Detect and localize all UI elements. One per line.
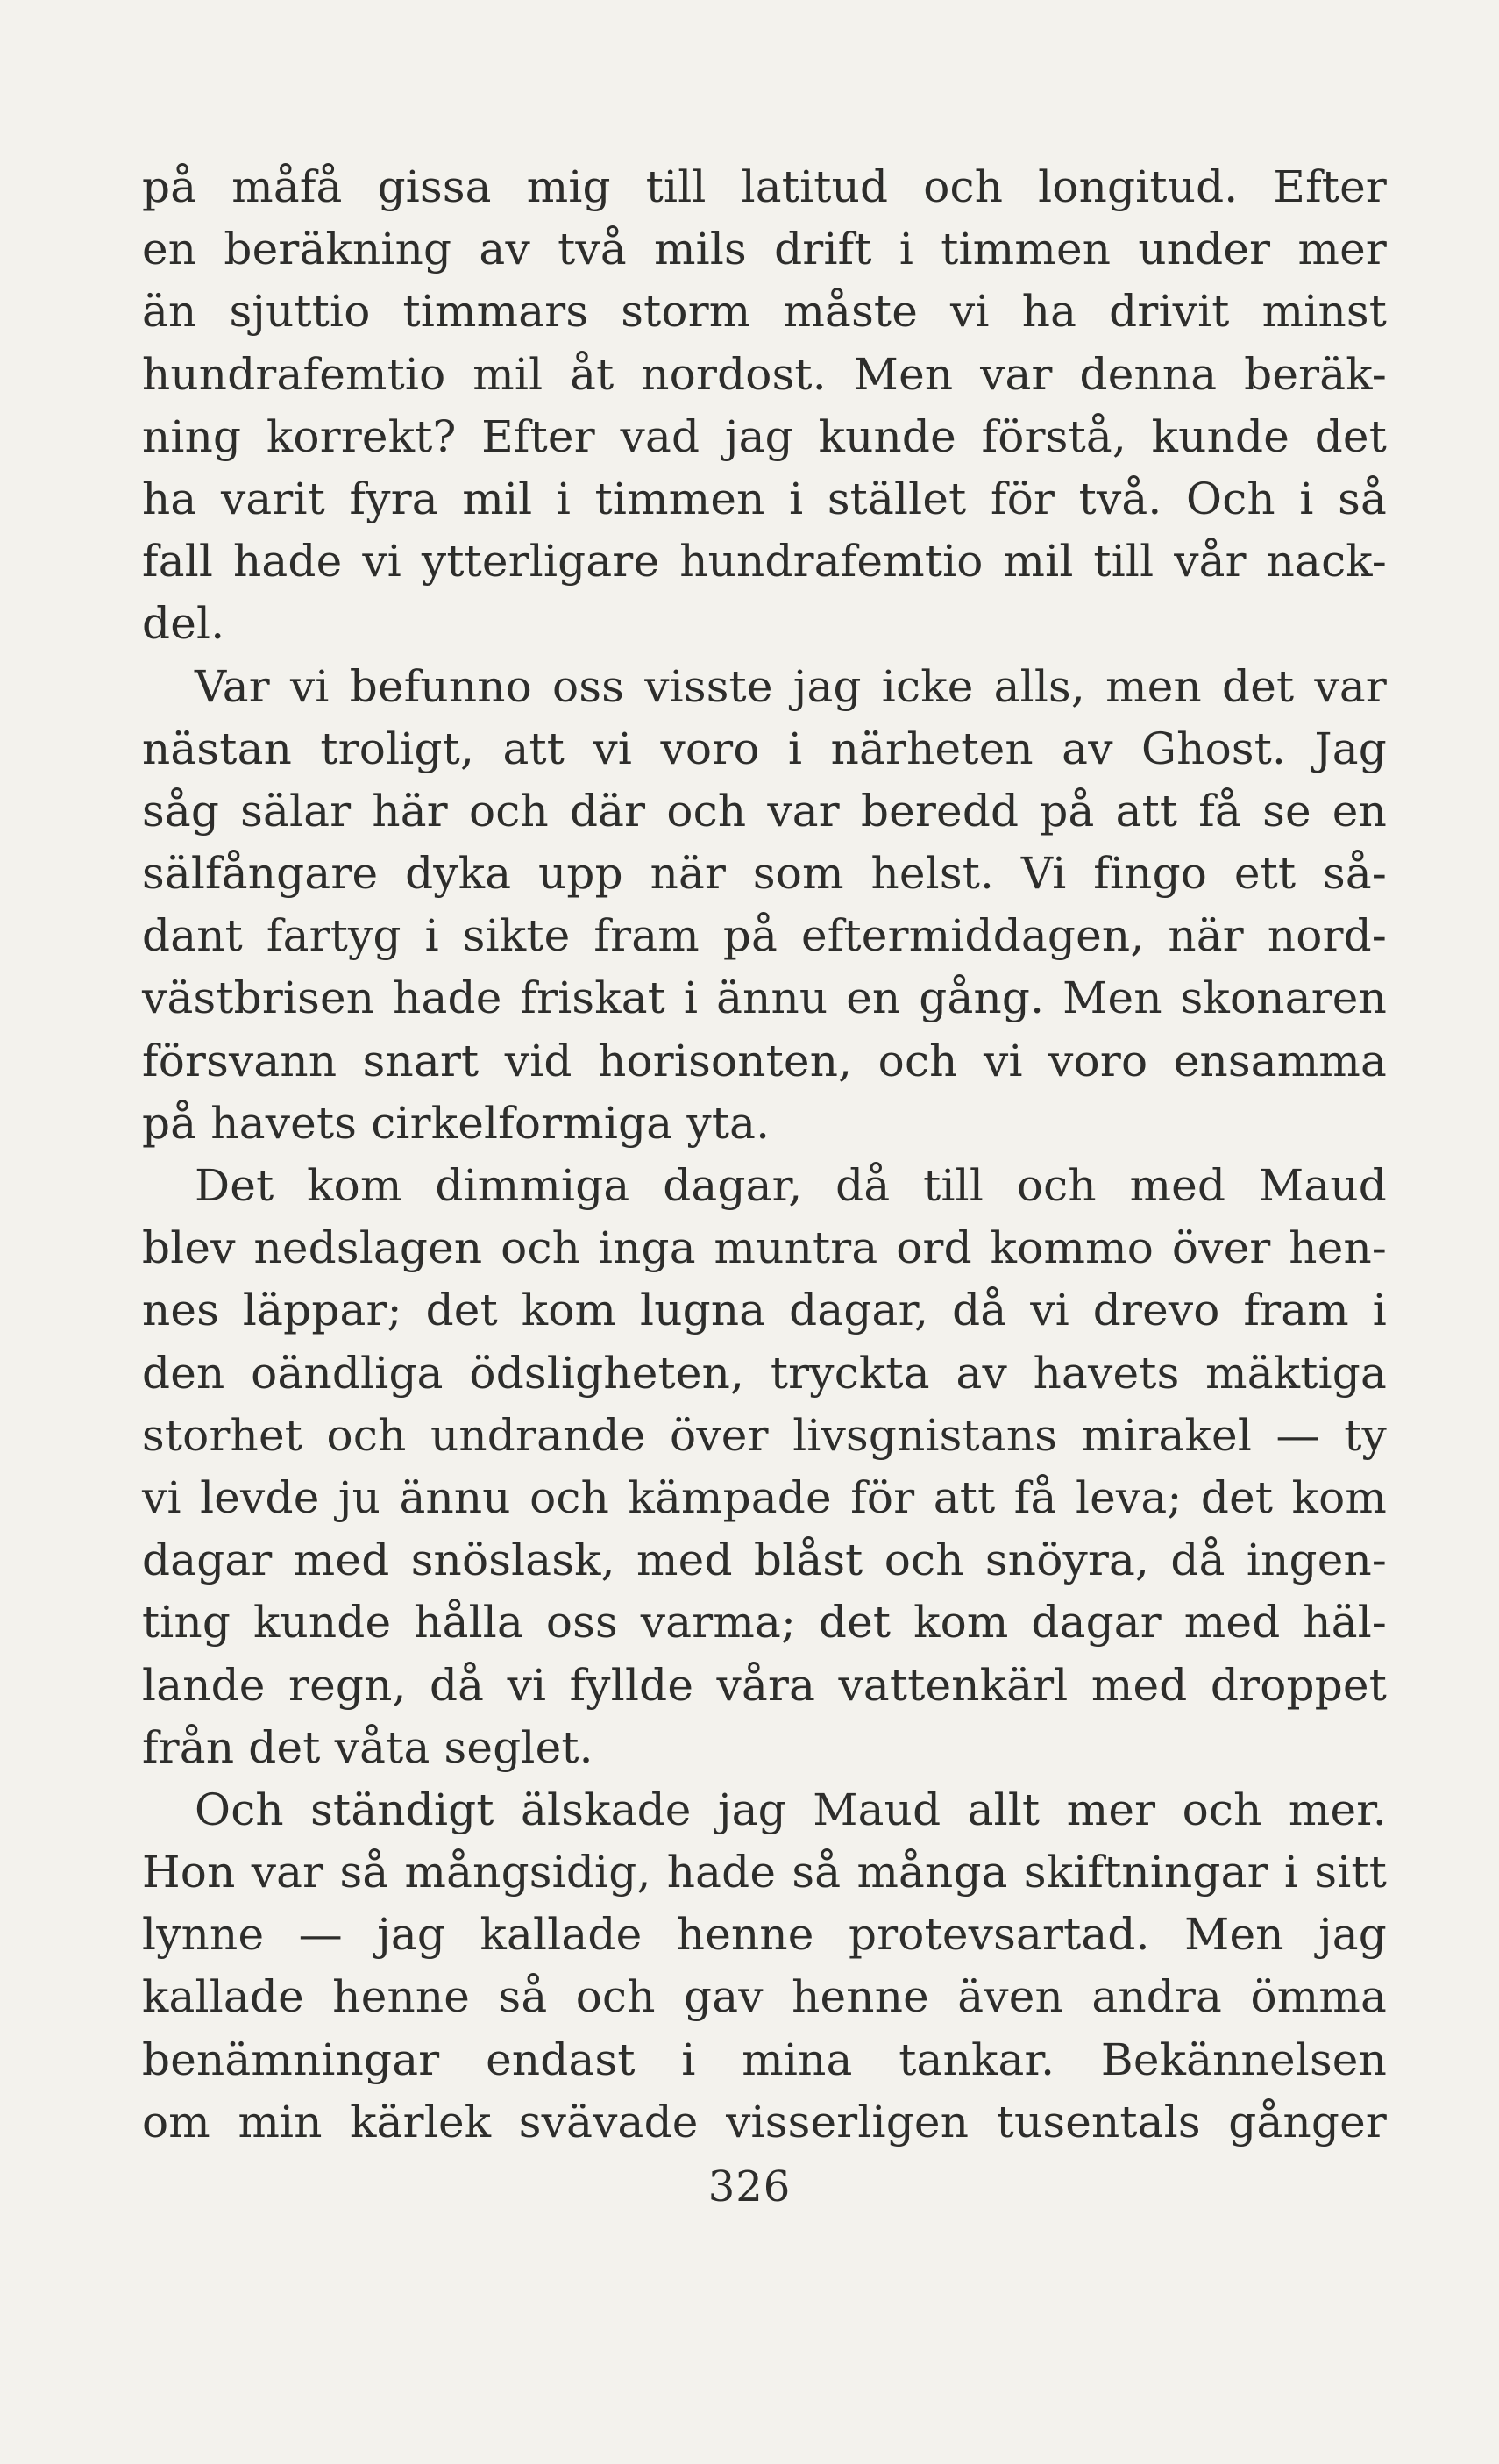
text-line: lynne — jag kallade henne protevsartad. Men jag (142, 1909, 1387, 1961)
body-text (142, 156, 1387, 2154)
text-line: benämningar endast i mina tankar. Bekännelsen (142, 2033, 1387, 2085)
text-line: Var vi befunno oss visste jag icke alls, men det var (195, 660, 1387, 712)
page-number: 326 (707, 2162, 792, 2211)
text-line: ning korrekt? Efter vad jag kunde förstå, kunde det (142, 410, 1387, 462)
text-line: dant fartyg i sikte fram på eftermiddagen, när nord- (142, 910, 1387, 962)
text-line: försvann snart vid horisonten, och vi voro ensamma (142, 1035, 1387, 1086)
text-line: på havets cirkelformiga yta. (142, 1097, 771, 1149)
text-line: nes läppar; det kom lugna dagar, då vi drevo fram i (142, 1285, 1387, 1336)
text-line: om min kärlek svävade visserligen tusentals gånger (142, 2096, 1387, 2147)
text-line: vi levde ju ännu och kämpade för att få leva; det kom (142, 1471, 1387, 1523)
text-line: en beräkning av två mils drift i timmen under mer (142, 224, 1387, 275)
text-line: från det våta seglet. (142, 1721, 593, 1773)
text-line: blev nedslagen och inga muntra ord kommo över hen- (142, 1222, 1387, 1274)
text-line: västbrisen hade friskat i ännu en gång. Men skonaren (142, 972, 1387, 1024)
text-line: Och ständigt älskade jag Maud allt mer och mer. (195, 1784, 1387, 1835)
text-line: storhet och undrande över livsgnistans mirakel — ty (142, 1409, 1387, 1461)
text-line: Hon var så mångsidig, hade så många skiftningar i sitt (142, 1847, 1387, 1898)
text-line: på måfå gissa mig till latitud och longitud. Efter (142, 161, 1387, 212)
text-line: ting kunde hålla oss varma; det kom dagar med häl- (142, 1597, 1387, 1649)
text-line: dagar med snöslask, med blåst och snöyra, då ingen- (142, 1535, 1387, 1586)
text-line: del. (142, 598, 225, 650)
text-line: ha varit fyra mil i timmen i stället för två. Och i så (142, 473, 1387, 524)
text-line: såg sälar här och där och var beredd på att få se en (142, 785, 1387, 837)
text-line: den oändliga ödsligheten, tryckta av havets mäktiga (142, 1347, 1387, 1399)
text-line: fall hade vi ytterligare hundrafemtio mil till vår nack- (142, 536, 1387, 588)
text-line: nästan troligt, att vi voro i närheten av Ghost. Jag (142, 723, 1387, 774)
text-line: hundrafemtio mil åt nordost. Men var denna beräk- (142, 348, 1387, 400)
text-line: Det kom dimmiga dagar, då till och med Maud (195, 1160, 1387, 1211)
text-line: sälfångare dyka upp när som helst. Vi fingo ett så- (142, 848, 1387, 900)
text-line: kallade henne så och gav henne även andra ömma (142, 1971, 1387, 2023)
text-line: lande regn, då vi fyllde våra vattenkärl med droppet (142, 1659, 1387, 1711)
text-line: än sjuttio timmars storm måste vi ha drivit minst (142, 286, 1387, 338)
